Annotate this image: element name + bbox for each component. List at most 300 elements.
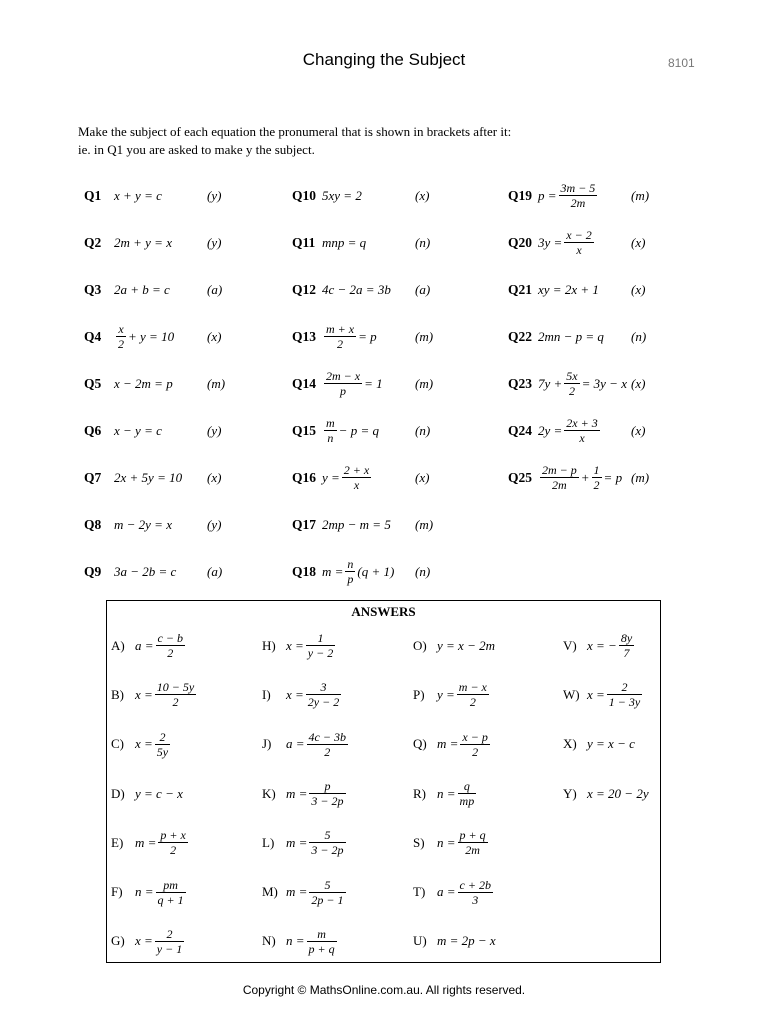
question-variable: (y) — [207, 516, 222, 532]
fraction — [342, 464, 371, 491]
answer-row — [262, 720, 412, 769]
fraction-numerator: c − b — [157, 631, 183, 646]
equation-text: = p — [358, 328, 377, 344]
fraction-denominator: q + 1 — [157, 892, 184, 907]
question-row — [508, 266, 730, 313]
fraction — [309, 829, 345, 856]
question-variable: (m) — [631, 469, 650, 485]
question-variable: (x) — [631, 281, 646, 297]
equation-text: m = — [135, 834, 157, 850]
fraction-denominator: 2 — [593, 478, 600, 492]
question-variable: (m) — [631, 187, 650, 203]
answer-row — [413, 670, 563, 719]
equation-text: x = 20 − 2y — [587, 785, 649, 801]
fraction-denominator: 2 — [337, 337, 344, 351]
question-row — [292, 454, 514, 501]
fraction-denominator: 3 — [472, 892, 479, 907]
equation-text: = 3y − x — [581, 375, 627, 391]
equation-text: = p — [603, 469, 623, 485]
equation-text: m − 2y = x — [114, 516, 172, 532]
fraction-numerator: 2x + 3 — [566, 416, 598, 430]
worksheet-code: 8101 — [668, 56, 695, 70]
question-variable: (x) — [631, 234, 646, 250]
fraction — [345, 558, 355, 585]
equation-text: m = — [286, 884, 308, 900]
fraction-numerator: 5x — [566, 369, 578, 383]
question-variable: (a) — [207, 563, 223, 579]
answer-expression — [135, 879, 188, 906]
answer-expression — [437, 780, 478, 807]
fraction-denominator: 7 — [623, 646, 630, 661]
question-equation — [114, 517, 207, 533]
fraction-denominator: 2m — [465, 843, 480, 858]
equation-text: m = 2p − x — [437, 933, 496, 949]
equation-text: xy = 2x + 1 — [538, 281, 599, 297]
fraction-numerator: 3 — [306, 681, 341, 695]
question-row — [508, 454, 730, 501]
answer-expression — [135, 786, 183, 802]
answer-letter: V) — [563, 637, 577, 653]
answer-expression — [437, 829, 490, 856]
fraction-denominator: 2 — [324, 744, 331, 759]
question-equation — [322, 188, 415, 204]
question-variable: (n) — [631, 328, 647, 344]
question-equation — [322, 282, 415, 298]
fraction — [324, 417, 337, 444]
equation-text: 2mn − p = q — [538, 328, 604, 344]
question-variable: (x) — [631, 375, 646, 391]
fraction — [116, 323, 126, 350]
answer-expression — [286, 879, 348, 906]
answer-row — [413, 818, 563, 867]
fraction-numerator: 3m − 5 — [560, 181, 596, 195]
copyright-notice: Copyright © MathsOnline.com.au. All rights reserved. — [242, 983, 526, 997]
answer-row — [563, 670, 713, 719]
question-variable: (a) — [415, 281, 431, 297]
equation-text: x = — [135, 933, 153, 949]
question-equation — [538, 329, 631, 345]
answer-letter: R) — [413, 785, 426, 801]
question-row — [292, 407, 514, 454]
question-number: Q20 — [508, 234, 533, 250]
fraction-numerator: m — [326, 416, 335, 430]
answer-expression — [286, 780, 348, 807]
question-row — [84, 313, 306, 360]
question-variable: (x) — [415, 469, 430, 485]
question-row — [292, 313, 514, 360]
question-number: Q15 — [292, 422, 317, 438]
fraction-denominator: y − 2 — [307, 646, 334, 661]
question-row — [508, 313, 730, 360]
answer-expression — [587, 632, 636, 659]
fraction-numerator: m − x — [458, 680, 487, 695]
question-equation — [114, 376, 207, 392]
equation-text: x = — [286, 637, 304, 653]
fraction-denominator: 2 — [568, 384, 575, 398]
question-row — [84, 454, 306, 501]
question-equation — [114, 323, 207, 350]
fraction-numerator: 2 — [155, 731, 170, 745]
fraction-denominator: x — [576, 243, 582, 257]
equation-text: y = x − c — [587, 736, 635, 752]
question-equation — [322, 558, 415, 585]
question-equation — [114, 564, 207, 580]
question-row — [84, 219, 306, 266]
answer-row — [262, 670, 412, 719]
fraction — [564, 370, 579, 397]
question-number: Q18 — [292, 563, 317, 579]
answer-row — [262, 818, 412, 867]
answer-letter: S) — [413, 834, 425, 850]
question-row — [84, 501, 306, 548]
question-number: Q21 — [508, 281, 533, 297]
fraction-denominator: 5y — [156, 744, 169, 759]
question-number: Q7 — [84, 469, 102, 485]
answers-title: ANSWERS — [351, 604, 416, 619]
equation-text: y = — [322, 469, 340, 485]
question-equation — [114, 470, 207, 486]
answers-column-2 — [262, 621, 412, 966]
fraction — [607, 681, 642, 708]
question-equation — [538, 370, 631, 397]
fraction-numerator: 2 + x — [343, 463, 370, 477]
answer-row — [413, 917, 563, 966]
answer-row — [111, 917, 261, 966]
question-equation — [322, 517, 415, 533]
question-row — [292, 219, 514, 266]
equation-text: x = — [587, 686, 605, 702]
answer-row — [563, 720, 713, 769]
question-equation — [538, 282, 631, 298]
equation-text: n = — [286, 933, 305, 949]
question-number: Q19 — [508, 187, 533, 203]
question-variable: (x) — [631, 422, 646, 438]
fraction-denominator: p + q — [308, 941, 335, 956]
question-equation — [322, 417, 415, 444]
answer-row — [111, 818, 261, 867]
equation-text: x − y = c — [114, 422, 162, 438]
question-variable: (x) — [207, 328, 222, 344]
answer-letter: P) — [413, 686, 425, 702]
equation-text: 2y = — [538, 422, 563, 438]
equation-text: m = — [286, 834, 308, 850]
answer-row — [262, 769, 412, 818]
fraction — [559, 182, 598, 209]
fraction-numerator: 1 — [593, 463, 600, 477]
answer-letter: C) — [111, 736, 124, 752]
answer-row — [413, 867, 563, 916]
fraction — [458, 829, 488, 856]
answer-letter: O) — [413, 637, 427, 653]
question-number: Q3 — [84, 281, 102, 297]
question-variable: (y) — [207, 422, 222, 438]
question-row — [508, 172, 730, 219]
answer-row — [111, 769, 261, 818]
question-row — [292, 360, 514, 407]
question-row — [508, 407, 730, 454]
equation-text: y = — [437, 686, 455, 702]
answer-letter: T) — [413, 884, 426, 900]
question-number: Q24 — [508, 422, 533, 438]
equation-text: y = c − x — [135, 785, 183, 801]
instruction-line-1: Make the subject of each equation the pronumeral that is shown in brackets after it: — [78, 124, 512, 139]
question-variable: (n) — [415, 234, 431, 250]
fraction-numerator: x — [116, 323, 126, 337]
question-equation — [538, 417, 631, 444]
answer-letter: M) — [262, 884, 278, 900]
question-number: Q22 — [508, 328, 533, 344]
question-variable: (m) — [415, 375, 434, 391]
answer-expression — [286, 632, 337, 659]
answer-expression — [286, 928, 339, 955]
question-number: Q8 — [84, 516, 102, 532]
fraction-denominator: 2 — [472, 744, 479, 759]
equation-text: 4c − 2a = 3b — [322, 281, 391, 297]
question-number: Q16 — [292, 469, 317, 485]
answer-letter: X) — [563, 736, 577, 752]
answer-expression — [135, 731, 172, 758]
question-row — [84, 172, 306, 219]
equation-text: m = — [322, 563, 344, 579]
answer-letter: K) — [262, 785, 276, 801]
fraction-denominator: x — [579, 431, 585, 445]
answers-column-1 — [111, 621, 261, 966]
question-number: Q1 — [84, 187, 102, 203]
equation-text: − p = q — [338, 422, 379, 438]
fraction-numerator: 10 − 5y — [156, 680, 195, 695]
fraction-denominator: 3 − 2p — [311, 794, 344, 809]
answer-letter: Y) — [563, 785, 577, 801]
fraction-denominator: p — [340, 384, 347, 398]
answer-row — [413, 769, 563, 818]
answer-letter: L) — [262, 834, 275, 850]
fraction-denominator: p — [347, 572, 354, 586]
equation-text: x − 2m = p — [114, 375, 173, 391]
answer-expression — [437, 933, 496, 949]
equation-text: 2mp − m = 5 — [322, 516, 391, 532]
answer-expression — [437, 681, 491, 708]
fraction-numerator: 2 — [607, 681, 642, 695]
answer-letter: J) — [262, 736, 272, 752]
question-number: Q14 — [292, 375, 317, 391]
question-number: Q5 — [84, 375, 102, 391]
equation-text: 3a − 2b = c — [114, 563, 177, 579]
answer-letter: G) — [111, 933, 125, 949]
answers-column-4 — [563, 621, 713, 818]
equation-text: m = — [437, 736, 459, 752]
equation-text: a = — [437, 884, 456, 900]
fraction — [592, 464, 602, 491]
question-equation — [114, 188, 207, 204]
answer-letter: I) — [262, 686, 271, 702]
question-variable: (a) — [207, 281, 223, 297]
fraction-numerator: 8y — [620, 631, 633, 646]
fraction-denominator: 2m — [552, 478, 567, 492]
questions-column-3 — [508, 172, 730, 501]
fraction-denominator: mp — [459, 794, 475, 809]
questions-column-2 — [292, 172, 514, 595]
equation-text: (q + 1) — [357, 563, 395, 579]
instruction-line-2: ie. in Q1 you are asked to make y the subject. — [78, 142, 315, 157]
page-title: Changing the Subject — [302, 50, 466, 69]
question-row — [292, 501, 514, 548]
fraction — [324, 370, 362, 397]
answer-letter: F) — [111, 884, 123, 900]
fraction — [564, 417, 599, 444]
equation-text: x + y = c — [114, 187, 162, 203]
equation-text: a = — [286, 736, 305, 752]
answer-expression — [286, 681, 343, 708]
fraction-numerator: pm — [156, 879, 186, 893]
fraction — [564, 229, 593, 256]
question-number: Q25 — [508, 469, 533, 485]
answer-row — [262, 917, 412, 966]
equation-text: 2m + y = x — [114, 234, 172, 250]
fraction-numerator: 5 — [309, 879, 345, 893]
question-variable: (y) — [207, 234, 222, 250]
fraction — [460, 731, 489, 758]
answer-letter: N) — [262, 933, 276, 949]
answer-row — [262, 621, 412, 670]
fraction-denominator: 2 — [172, 695, 179, 710]
fraction-denominator: 1 − 3y — [608, 695, 641, 710]
question-equation — [322, 323, 415, 350]
fraction-numerator: 2m − x — [326, 369, 361, 383]
fraction — [306, 632, 335, 659]
equation-text: n = — [135, 884, 154, 900]
fraction-denominator: 2 — [167, 646, 174, 661]
question-number: Q12 — [292, 281, 317, 297]
answer-expression — [437, 879, 495, 906]
fraction — [324, 323, 356, 350]
answer-row — [563, 621, 713, 670]
equation-text: x = — [135, 736, 153, 752]
fraction — [155, 928, 184, 955]
equation-text: + — [580, 469, 590, 485]
fraction — [156, 879, 186, 906]
answer-letter: A) — [111, 637, 125, 653]
question-row — [292, 266, 514, 313]
answer-expression — [587, 736, 635, 752]
answer-letter: E) — [111, 834, 124, 850]
equation-text: x = − — [587, 637, 617, 653]
equation-text: + y = 10 — [128, 328, 175, 344]
equation-text: y = x − 2m — [437, 637, 495, 653]
fraction-denominator: 2 — [118, 337, 124, 351]
equation-text: n = — [437, 834, 456, 850]
equation-text: 2a + b = c — [114, 281, 170, 297]
question-number: Q13 — [292, 328, 317, 344]
fraction — [307, 731, 348, 758]
question-equation — [322, 235, 415, 251]
equation-text: mnp = q — [322, 234, 367, 250]
answer-row — [111, 720, 261, 769]
answer-expression — [587, 786, 649, 802]
fraction-numerator: n — [347, 557, 354, 571]
fraction-numerator: 5 — [309, 829, 345, 843]
question-variable: (n) — [415, 563, 431, 579]
equation-text: a = — [135, 637, 154, 653]
question-variable: (x) — [207, 469, 222, 485]
answer-row — [262, 867, 412, 916]
fraction-numerator: p + x — [160, 828, 186, 843]
equation-text: x = — [286, 686, 304, 702]
fraction — [158, 829, 187, 856]
answer-letter: U) — [413, 933, 427, 949]
questions-column-1 — [84, 172, 306, 595]
question-number: Q6 — [84, 422, 102, 438]
equation-text: 5xy = 2 — [322, 187, 362, 203]
question-variable: (m) — [207, 375, 226, 391]
equation-text: m = — [286, 785, 308, 801]
fraction-denominator: n — [327, 431, 334, 445]
answer-letter: Q) — [413, 736, 427, 752]
fraction — [155, 681, 196, 708]
equation-text: x = — [135, 686, 153, 702]
fraction — [458, 879, 493, 906]
equation-text: 7y + — [538, 375, 563, 391]
equation-text: 2x + 5y = 10 — [114, 469, 183, 485]
fraction-numerator: m — [307, 928, 337, 942]
answer-letter: H) — [262, 637, 276, 653]
fraction-denominator: 2 — [170, 843, 177, 858]
question-row — [508, 360, 730, 407]
fraction-denominator: 2m — [570, 196, 586, 210]
question-equation — [114, 235, 207, 251]
question-equation — [114, 282, 207, 298]
fraction-numerator: 2m − p — [542, 463, 577, 477]
fraction — [309, 780, 345, 807]
question-number: Q11 — [292, 234, 316, 250]
question-number: Q17 — [292, 516, 317, 532]
question-row — [508, 219, 730, 266]
question-equation — [322, 370, 415, 397]
fraction-denominator: x — [353, 478, 360, 492]
equation-text: = 1 — [364, 375, 383, 391]
fraction — [458, 780, 477, 807]
fraction — [155, 731, 170, 758]
fraction-numerator: q — [458, 780, 477, 794]
answer-row — [413, 621, 563, 670]
question-number: Q4 — [84, 328, 102, 344]
question-row — [292, 172, 514, 219]
fraction-denominator: 3 − 2p — [311, 843, 344, 858]
answer-row — [111, 867, 261, 916]
answer-letter: B) — [111, 686, 124, 702]
question-row — [84, 360, 306, 407]
answer-expression — [437, 731, 492, 758]
fraction-numerator: 2 — [155, 928, 184, 942]
answer-expression — [135, 681, 198, 708]
answer-expression — [587, 681, 644, 708]
question-equation — [538, 182, 631, 209]
fraction-numerator: 4c − 3b — [308, 729, 346, 744]
answer-expression — [286, 829, 348, 856]
fraction-numerator: p — [309, 780, 345, 794]
fraction-numerator: x − 2 — [566, 228, 592, 242]
fraction-numerator: c + 2b — [459, 877, 491, 892]
question-equation — [114, 423, 207, 439]
fraction — [457, 681, 489, 708]
question-number: Q2 — [84, 234, 102, 250]
fraction — [156, 632, 185, 659]
question-equation — [538, 464, 631, 491]
answer-letter: W) — [563, 686, 580, 702]
fraction-numerator: p + q — [459, 828, 486, 843]
answer-expression — [286, 731, 350, 758]
question-row — [84, 548, 306, 595]
equation-text: n = — [437, 785, 456, 801]
